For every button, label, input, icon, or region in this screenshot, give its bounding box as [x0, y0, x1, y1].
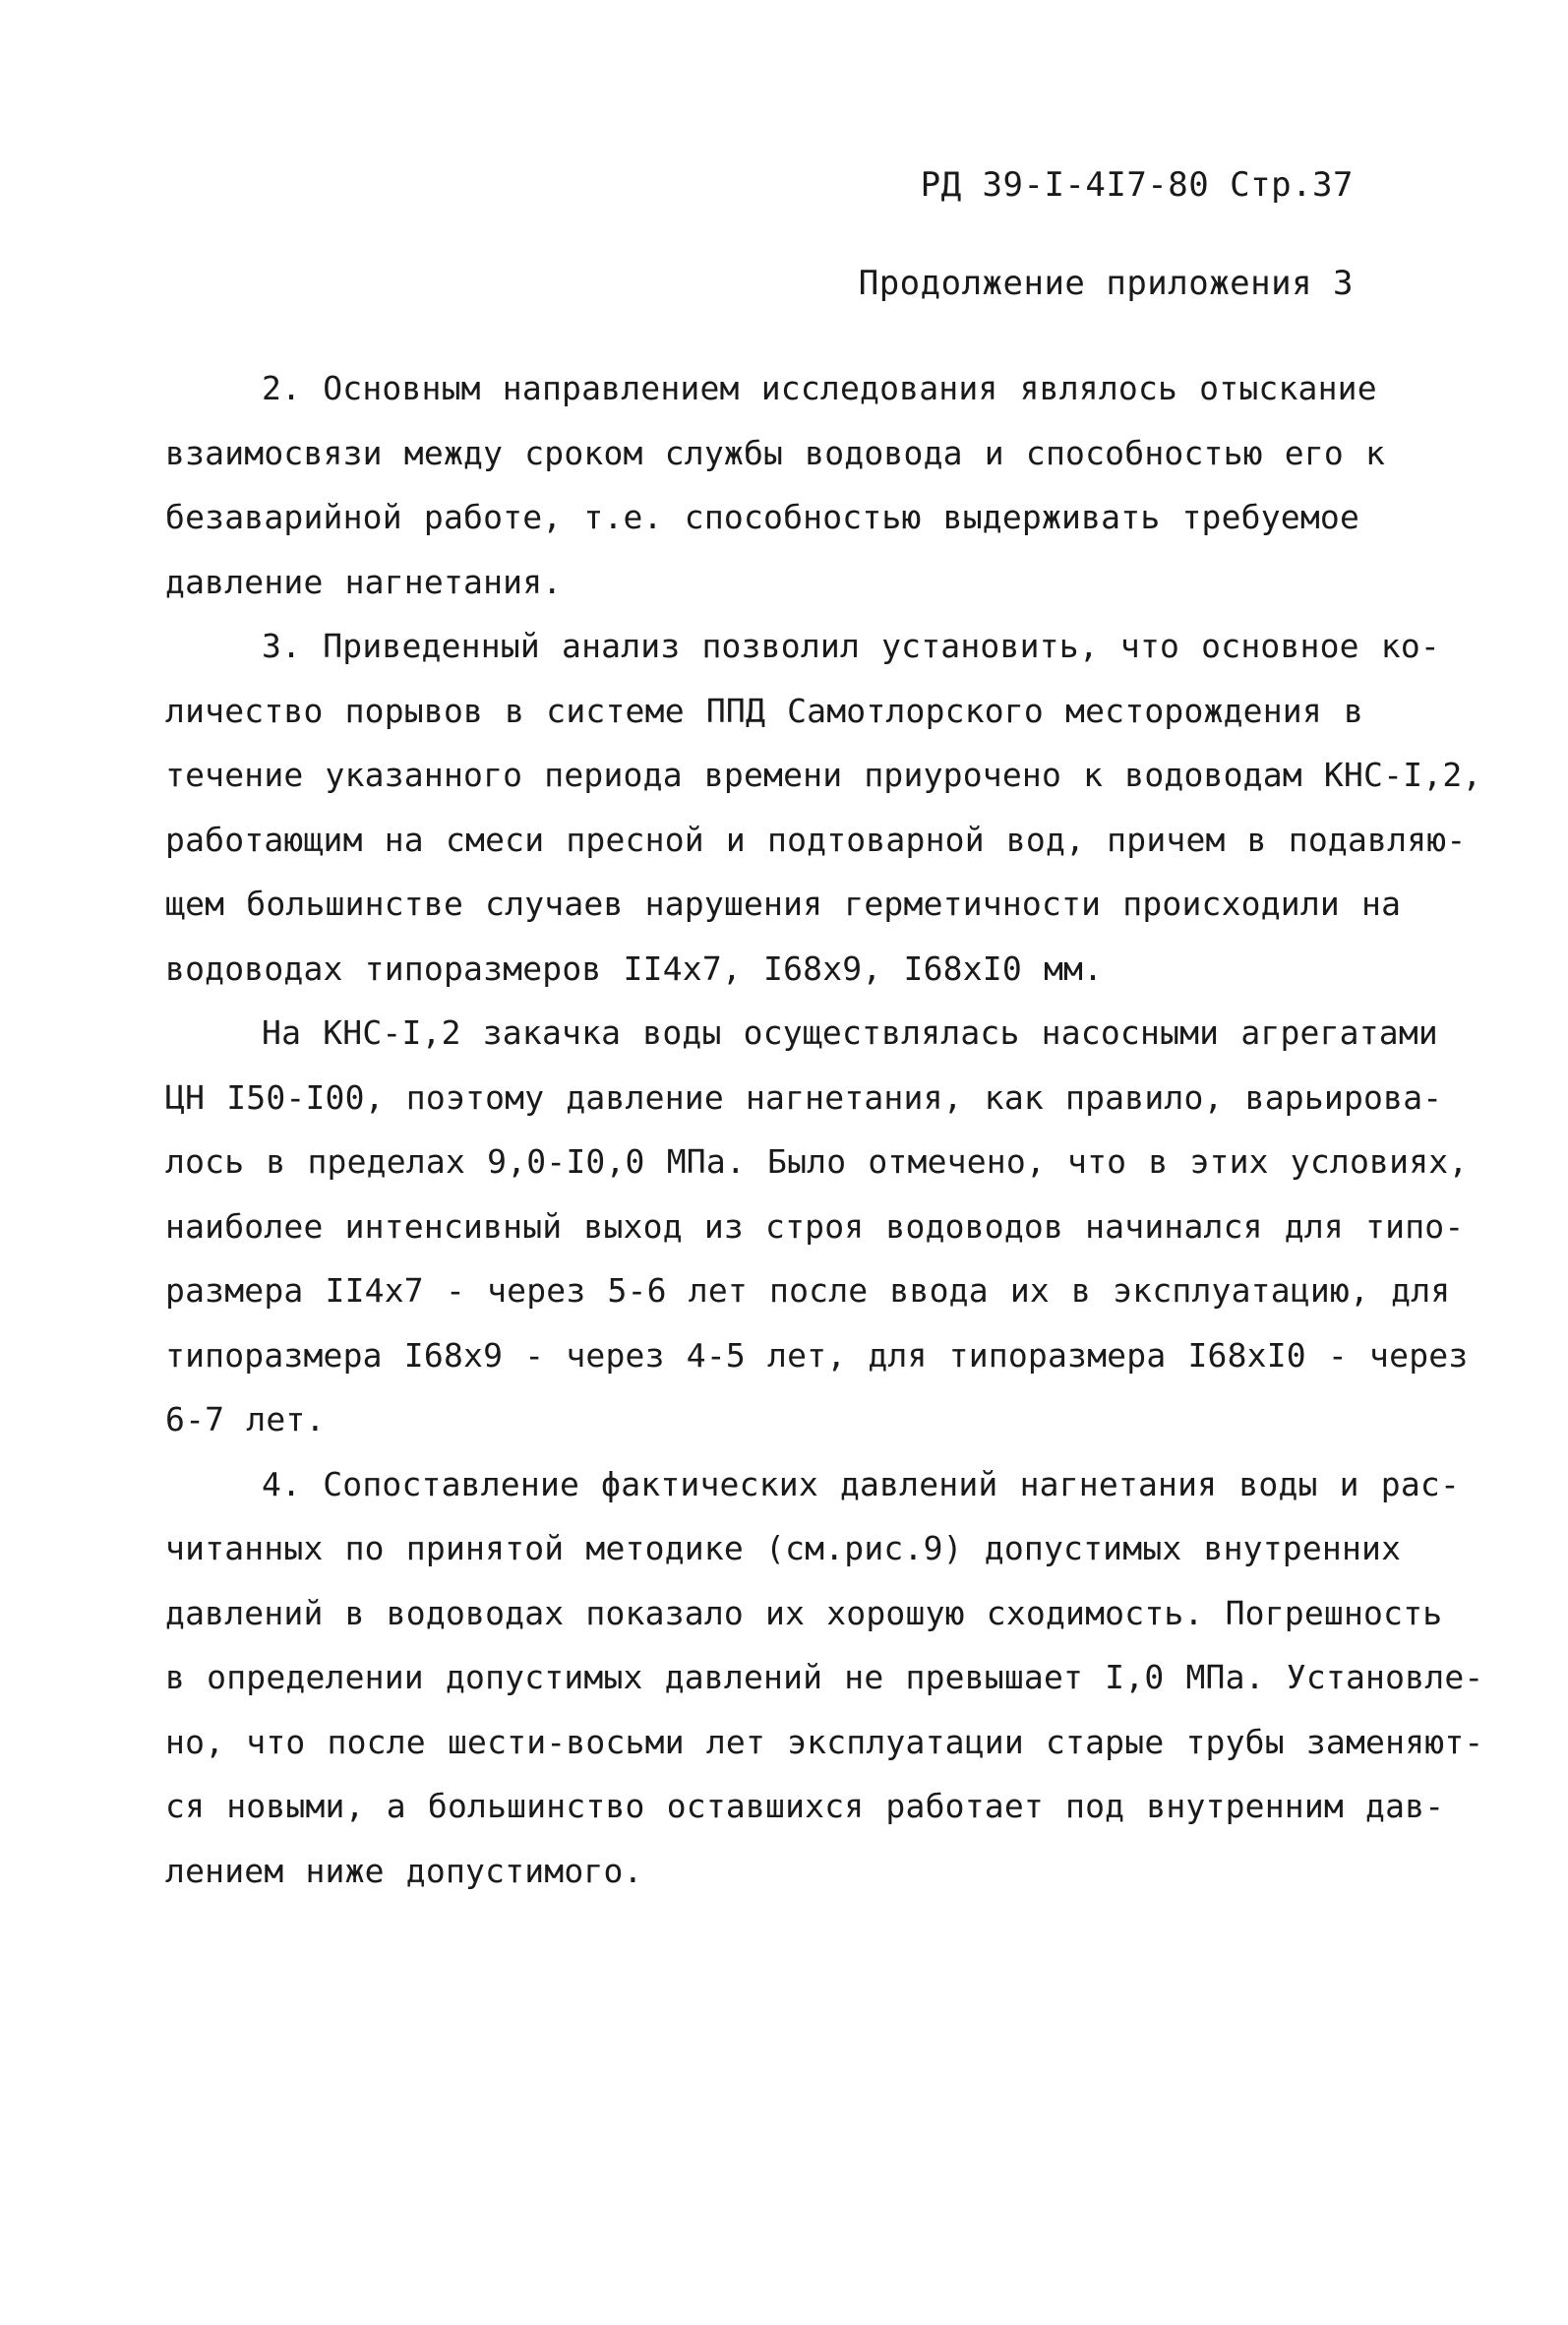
text-line: На КНС-I,2 закачка воды осуществлялась насосными агрегатами — [262, 1013, 1438, 1052]
document-code-page-number: РД 39-I-4I7-80 Стр.37 — [920, 165, 1354, 205]
text-line: в определении допустимых давлений не превышает I,0 МПа. Установле- — [165, 1658, 1484, 1696]
text-line: давление нагнетания. — [165, 562, 563, 601]
text-line: лось в пределах 9,0-I0,0 МПа. Было отмечено, что в этих условиях, — [165, 1142, 1469, 1181]
text-line: наиболее интенсивный выход из строя водоводов начинался для типо- — [165, 1206, 1465, 1246]
text-line: 6-7 лет. — [165, 1400, 326, 1438]
text-line: взаимосвязи между сроком службы водовода и способностью его к — [165, 433, 1386, 472]
text-line: давлений в водоводах показало их хорошую сходимость. Погрешность — [165, 1593, 1443, 1632]
body-text — [165, 356, 1484, 1903]
text-line: ЦН I50-I00, поэтому давление нагнетания, как правило, варьирова- — [165, 1077, 1443, 1117]
text-line: течение указанного периода времени приурочено к водоводам КНС-I,2, — [165, 756, 1482, 794]
text-line: 2. Основным направлением исследования являлось отыскание — [262, 369, 1377, 407]
text-line: ся новыми, а большинство оставшихся работает под внутренним дав- — [165, 1787, 1445, 1825]
text-line: читанных по принятой методике (см.рис.9) допустимых внутренних — [165, 1529, 1402, 1567]
text-line: типоразмера I68x9 - через 4-5 лет, для типоразмера I68xI0 - через — [165, 1335, 1469, 1375]
text-line: лением ниже допустимого. — [165, 1851, 643, 1890]
text-line: водоводах типоразмеров II4x7, I68x9, I68xI0 мм. — [165, 948, 1104, 988]
text-line: личество порывов в системе ППД Самотлорского месторождения в — [165, 691, 1364, 730]
text-line: 3. Приведенный анализ позволил установить, что основное ко- — [262, 627, 1440, 665]
text-line: размера II4x7 - через 5-6 лет после ввода их в эксплуатацию, для — [165, 1271, 1451, 1310]
text-line: безаварийной работе, т.е. способностью выдерживать требуемое — [165, 498, 1360, 536]
text-line: но, что после шести-восьми лет эксплуатации старые трубы заменяют- — [165, 1722, 1484, 1761]
appendix-continuation-label: Продолжение приложения 3 — [858, 264, 1354, 303]
text-line: работающим на смеси пресной и подтоварной вод, причем в подавляю- — [165, 820, 1467, 859]
text-line: 4. Сопоставление фактических давлений нагнетания воды и рас- — [262, 1464, 1461, 1503]
text-line: щем большинстве случаев нарушения герметичности происходили на — [165, 885, 1402, 923]
